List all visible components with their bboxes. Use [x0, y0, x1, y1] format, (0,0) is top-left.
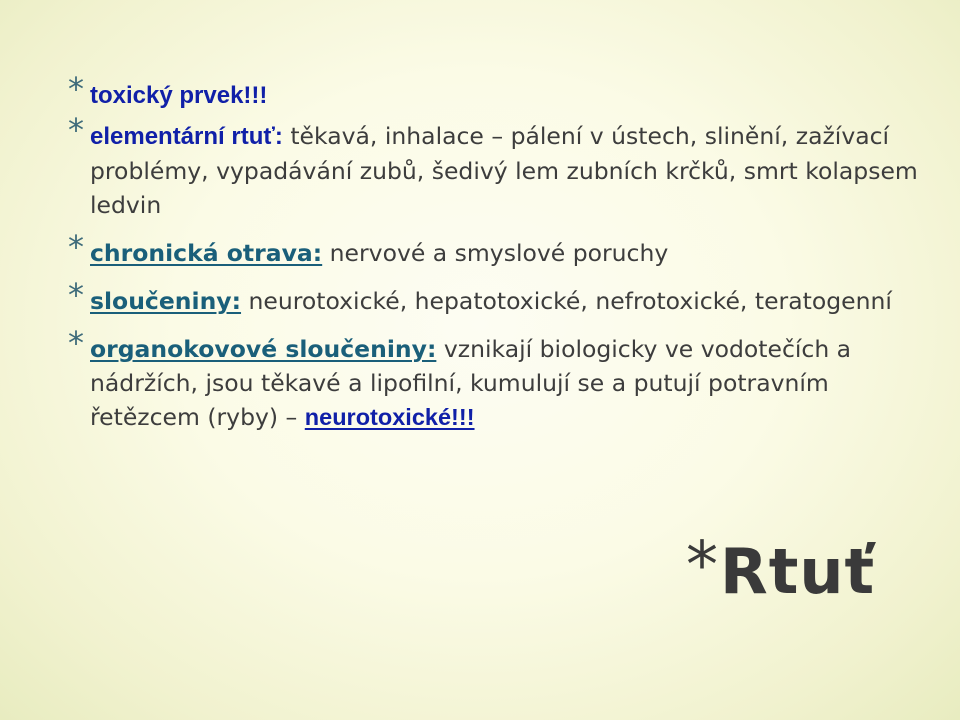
bullet-organometallic — [68, 324, 928, 434]
asterisk-bullet-icon: * — [68, 70, 84, 108]
asterisk-bullet-icon: * — [68, 228, 84, 266]
bullet-emphasis: neurotoxické!!! — [304, 404, 475, 430]
bullet-keyword: organokovové sloučeniny: — [90, 335, 437, 363]
bullet-text: nervové a smyslové poruchy — [322, 239, 669, 267]
bullet-compounds — [68, 276, 928, 318]
bullet-text: vznikají biologicky ve vodotečích a nádržích, jsou těkavé a lipofilní, kumulují se a putují potravním řetězcem (ryby) – — [90, 335, 852, 431]
bullet-keyword: toxický prvek!!! — [90, 82, 268, 109]
slide-title — [686, 529, 876, 622]
bullet-toxic-element — [68, 70, 928, 113]
bullet-text: neurotoxické, hepatotoxické, nefrotoxické, teratogenní — [241, 287, 892, 315]
bullet-elemental-mercury — [68, 111, 928, 222]
asterisk-title-icon: * — [686, 529, 718, 603]
asterisk-bullet-icon: * — [68, 324, 84, 362]
asterisk-bullet-icon: * — [68, 111, 84, 149]
bullet-chronic-poisoning — [68, 228, 928, 270]
bullet-keyword: chronická otrava: — [90, 239, 323, 267]
page-title: Rtuť — [720, 535, 876, 608]
bullet-list — [68, 70, 928, 448]
bullet-keyword: elementární rtuť: — [90, 123, 283, 150]
asterisk-bullet-icon: * — [68, 276, 84, 314]
bullet-text: těkavá, inhalace – pálení v ústech, slinění, zažívací problémy, vypadávání zubů, šedivý lem zubních krčků, smrt kolapsem ledvin — [90, 122, 918, 219]
bullet-keyword: sloučeniny: — [90, 287, 242, 315]
